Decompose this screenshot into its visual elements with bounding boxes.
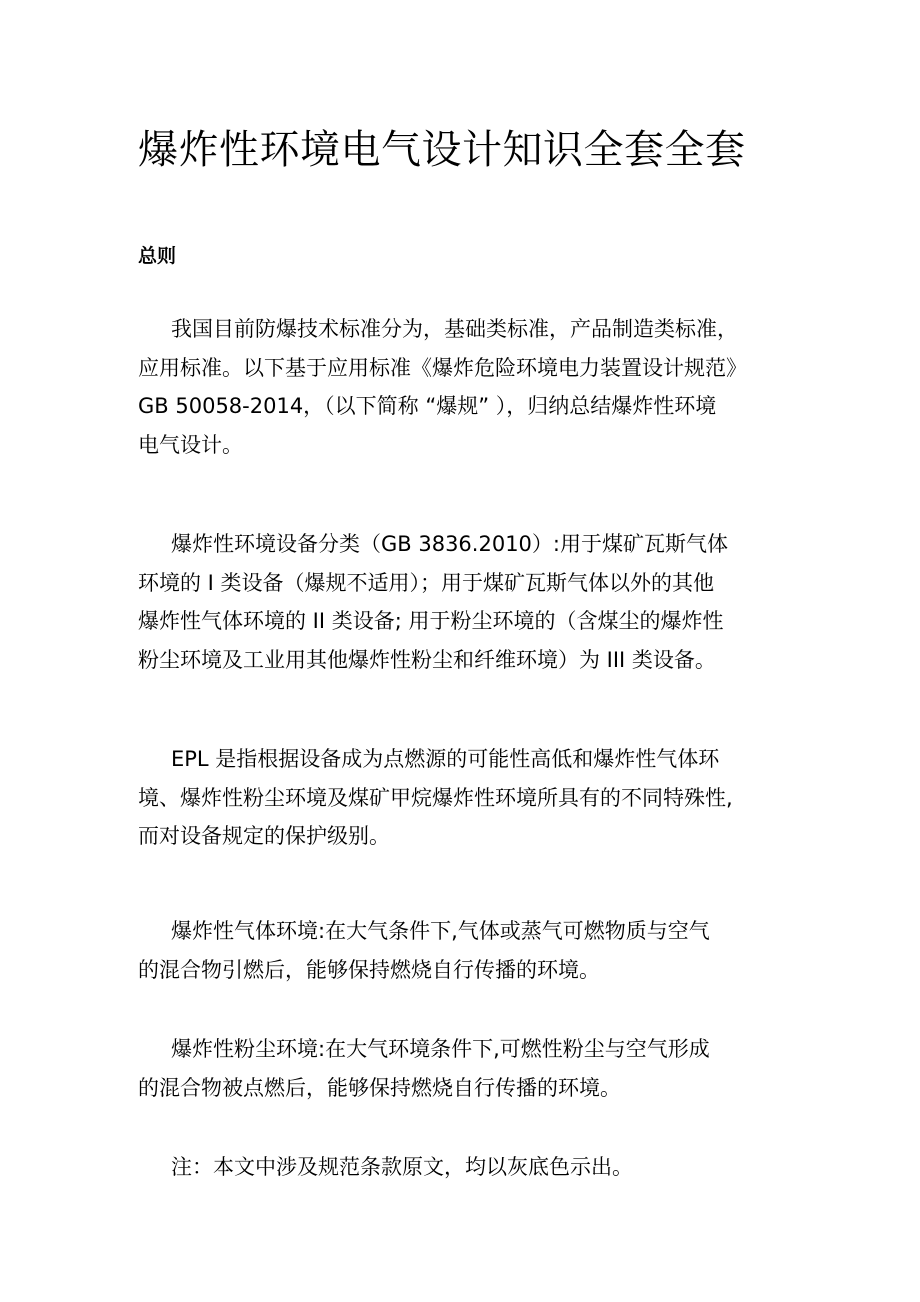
paragraph-line: 爆炸性环境设备分类（GB 3836.2010）:用于煤矿瓦斯气体 <box>171 532 728 556</box>
paragraph-line: 注：本文中涉及规范条款原文，均以灰底色示出。 <box>171 1155 633 1179</box>
paragraph-equipment-classification <box>138 525 788 679</box>
paragraph-line: 我国目前防爆技术标准分为，基础类标准，产品制造类标准， <box>171 317 738 341</box>
paragraph-dust-environment <box>138 1030 788 1107</box>
paragraph-line: 而对设备规定的保护级别。 <box>138 824 390 848</box>
document-title: 爆炸性环境电气设计知识全套全套 <box>138 127 746 173</box>
paragraph-standards-overview <box>138 310 788 464</box>
section-heading-general: 总则 <box>138 245 177 267</box>
paragraph-line: 爆炸性气体环境的 II 类设备; 用于粉尘环境的（含煤尘的爆炸性 <box>138 609 724 633</box>
paragraph-line: 电气设计。 <box>138 432 243 457</box>
paragraph-line: 应用标准。以下基于应用标准《爆炸危险环境电力装置设计规范》 <box>138 355 747 380</box>
paragraph-line: GB 50058-2014，（以下简称 “爆规” ），归纳总结爆炸性环境 <box>138 394 717 418</box>
paragraph-line: 爆炸性气体环境:在大气条件下,气体或蒸气可燃物质与空气 <box>171 919 710 943</box>
paragraph-line: 爆炸性粉尘环境:在大气环境条件下,可燃性粉尘与空气形成 <box>171 1037 710 1061</box>
paragraph-line: 的混合物引燃后，能够保持燃烧自行传播的环境。 <box>138 957 600 982</box>
paragraph-line: 环境的 I 类设备（爆规不适用）；用于煤矿瓦斯气体以外的其他 <box>138 570 715 595</box>
paragraph-gas-environment <box>138 912 788 989</box>
paragraph-note <box>138 1148 788 1187</box>
paragraph-line: 粉尘环境及工业用其他爆炸性粉尘和纤维环境）为 III 类设备。 <box>138 647 716 672</box>
paragraph-line: 的混合物被点燃后，能够保持燃烧自行传播的环境。 <box>138 1075 621 1100</box>
paragraph-epl-definition <box>138 740 788 856</box>
paragraph-line: EPL 是指根据设备成为点燃源的可能性高低和爆炸性气体环 <box>171 747 720 771</box>
paragraph-line: 境、爆炸性粉尘环境及煤矿甲烷爆炸性环境所具有的不同特殊性, <box>138 785 733 810</box>
